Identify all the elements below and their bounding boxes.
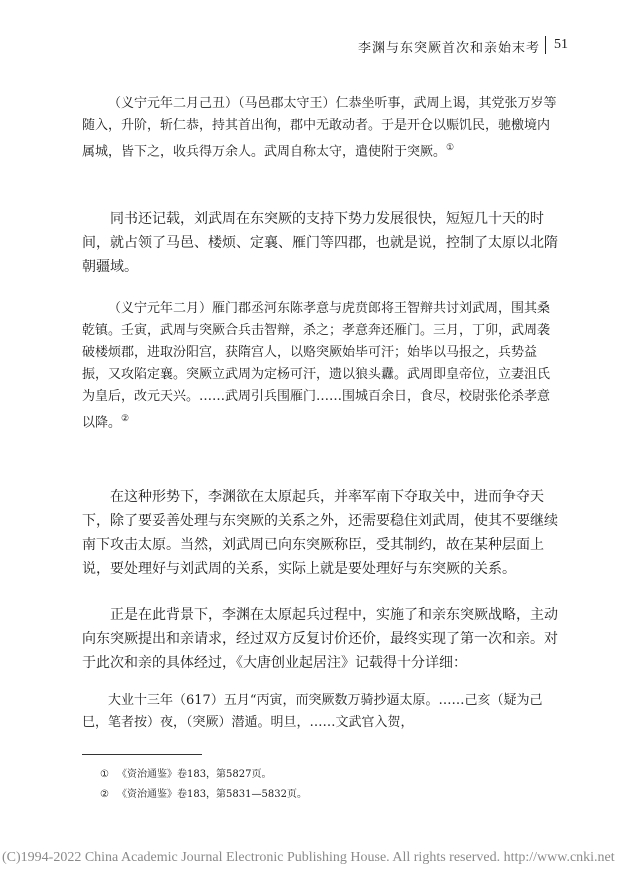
footnote-1-text: 《资治通鉴》卷183，第5827页。: [116, 769, 272, 780]
copyright-watermark: (C)1994-2022 China Academic Journal Electronic Publishing House. All rights reserved. http://www.cnki.net: [2, 850, 615, 865]
footnote-2-mark: ②: [100, 789, 109, 800]
paragraph-1: [82, 207, 562, 279]
footnotes: [100, 765, 315, 805]
footnote-divider: [82, 754, 202, 755]
paragraph-3: [82, 603, 562, 675]
footnote-ref-2[interactable]: ②: [121, 414, 130, 424]
quote-1-text: （义宁元年二月己丑）（马邑郡太守王）仁恭坐听事，武周上谒，其党张万岁等随入，升阶，斩仁恭，持其首出徇，郡中无敢动者。于是开仓以赈饥民，驰檄境内属城，皆下之，收兵得万余人。武周自称太守，遣使附于突厥。: [82, 96, 557, 160]
footnote-2-text: 《资治通鉴》卷183，第5831—5832页。: [116, 789, 307, 800]
quote-3-text: 大业十三年（617）五月“丙寅，而突厥数万骑抄逼太原。……己亥（疑为己巳，笔者按）夜，（突厥）潜遁。明旦，……文武官入贺，: [82, 693, 543, 730]
running-header-title: 李渊与东突厥首次和亲始末考: [357, 41, 540, 56]
paragraph-3-text: 正是在此背景下，李渊在太原起兵过程中，实施了和亲东突厥战略，主动向东突厥提出和亲请求，经过双方反复讨价还价，最终实现了第一次和亲。对于此次和亲的具体经过，《大唐创业起居注》记载得十分详细：: [82, 607, 558, 671]
footnote-2: [100, 785, 315, 805]
page-number: 51: [554, 37, 568, 52]
footnote-1: [100, 765, 315, 785]
block-quote-3: [82, 690, 562, 734]
block-quote-1: [82, 93, 562, 163]
quote-2-text: （义宁元年二月）雁门郡丞河东陈孝意与虎贲郎将王智辩共讨刘武周，围其桑乾镇。壬寅，武周与突厥合兵击智辩，杀之；孝意奔还雁门。三月，丁卯，武周袭破楼烦郡，进取汾阳宫，获隋宫人，以赂突厥始毕可汗；始毕以马报之，兵势益振，又攻陷定襄。突厥立武周为定杨可汗，遗以狼头纛。武周即皇帝位，立妻沮氏为皇后，改元天兴。……武周引兵围雁门……围城百余日，食尽，校尉张伦杀孝意以降。: [82, 301, 551, 431]
paragraph-2: [82, 485, 562, 581]
block-quote-2: [82, 298, 562, 434]
footnote-1-mark: ①: [100, 769, 109, 780]
header-separator: [545, 36, 546, 54]
paragraph-2-text: 在这种形势下，李渊欲在太原起兵，并率军南下夺取关中，进而争夺天下，除了要妥善处理与东突厥的关系之外，还需要稳住刘武周，使其不要继续南下攻击太原。当然，刘武周已向东突厥称臣，受其制约，故在某种层面上说，要处理好与刘武周的关系，实际上就是要处理好与东突厥的关系。: [82, 489, 558, 577]
footnote-ref-1[interactable]: ①: [446, 143, 455, 153]
paragraph-1-text: 同书还记载，刘武周在东突厥的支持下势力发展很快，短短几十天的时间，就占领了马邑、楼烦、定襄、雁门等四郡，也就是说，控制了太原以北隋朝疆域。: [82, 211, 558, 275]
